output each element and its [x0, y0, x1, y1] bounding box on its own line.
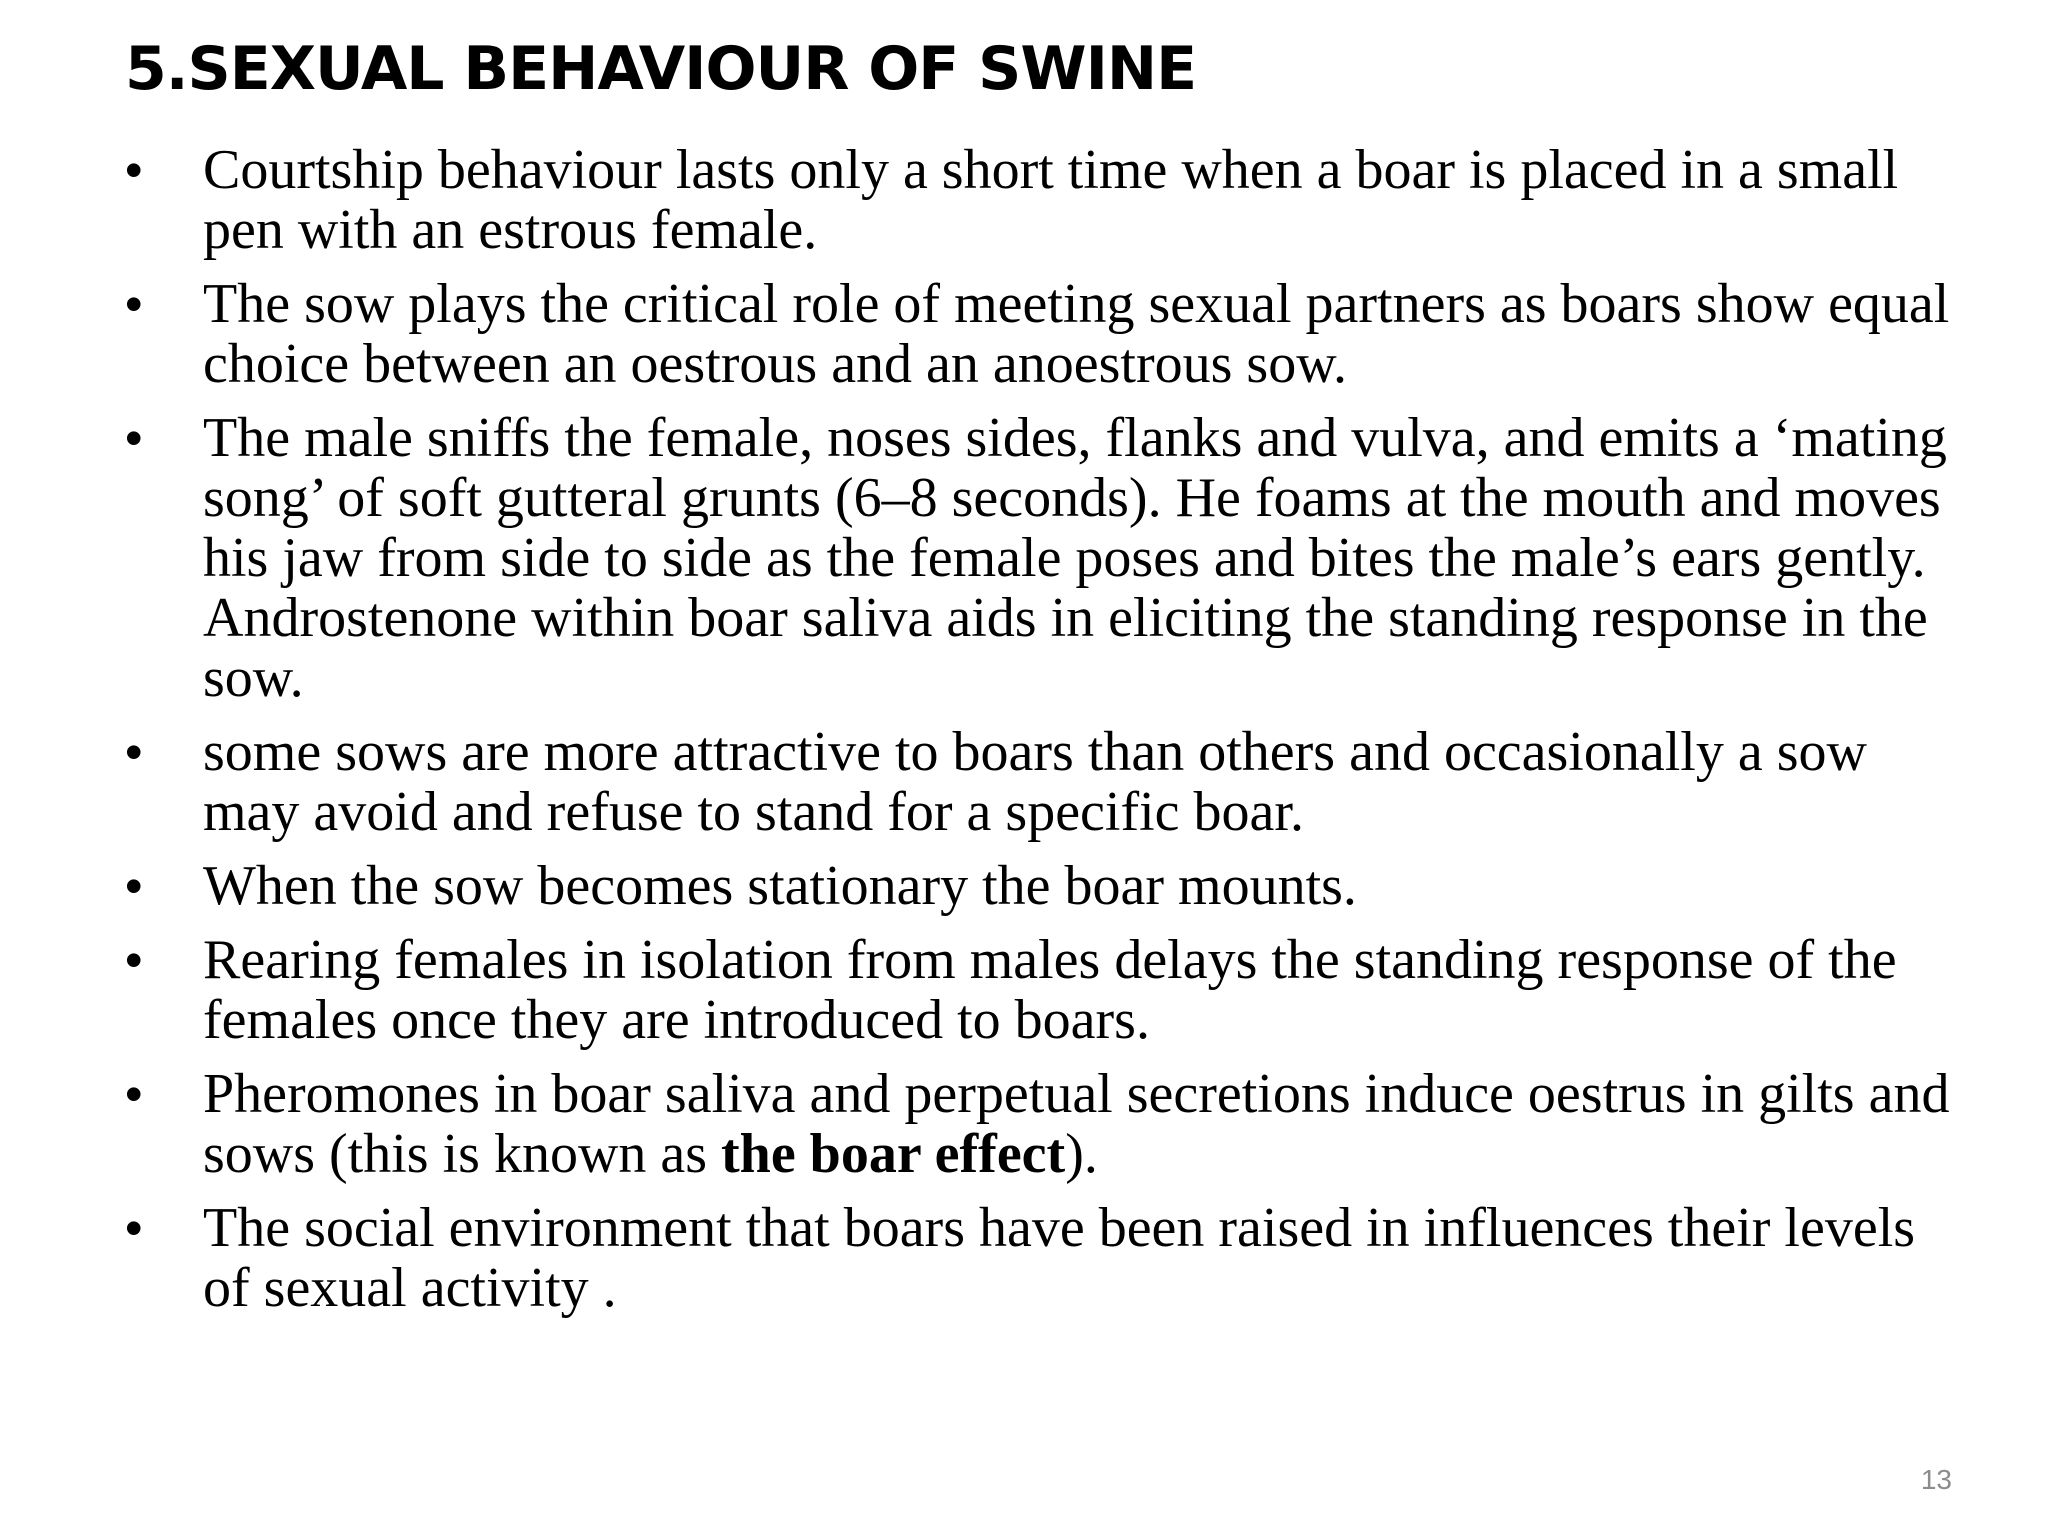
bullet-text: Rearing females in isolation from males delays the standing response of the females once they are introduced to boars. [203, 929, 1897, 1051]
bullet-icon: • [125, 858, 143, 914]
bullet-text: The sow plays the critical role of meeting sexual partners as boars show equal choice between an oestrous and an anoestrous sow. [203, 273, 1950, 395]
list-item [125, 722, 1965, 842]
bullet-text: The social environment that boars have been raised in influences their levels of sexual activity . [203, 1197, 1916, 1319]
list-item [125, 140, 1965, 260]
bullet-icon: • [125, 1200, 143, 1256]
bullet-icon: • [125, 1066, 143, 1122]
bullet-text [203, 1063, 1949, 1185]
bold-term: the boar effect [721, 1123, 1066, 1185]
bullet-icon: • [125, 724, 143, 780]
bullet-icon: • [125, 142, 143, 198]
bullet-icon: • [125, 410, 143, 466]
list-item [125, 1064, 1965, 1184]
bullet-icon: • [125, 932, 143, 988]
bullet-text: some sows are more attractive to boars than others and occasionally a sow may avoid and refuse to stand for a specific boar. [203, 721, 1867, 843]
slide-title: 5.SEXUAL BEHAVIOUR OF SWINE [125, 34, 1197, 104]
list-item [125, 408, 1965, 708]
bullet-text: When the sow becomes stationary the boar mounts. [203, 855, 1357, 917]
list-item [125, 930, 1965, 1050]
bullet-text-part: ). [1065, 1123, 1098, 1185]
list-item [125, 274, 1965, 394]
bullet-text-part: Pheromones in boar saliva and perpetual secretions induce oestrus in gilts and sows (this is known as [203, 1063, 1950, 1185]
bullet-list [125, 140, 1965, 1332]
list-item [125, 856, 1965, 916]
bullet-icon: • [125, 276, 143, 332]
page-number: 13 [1920, 1464, 1952, 1495]
bullet-text: The male sniffs the female, noses sides, flanks and vulva, and emits a ‘mating song’ of soft gutteral grunts (6–8 seconds). He foams at the mouth and moves his jaw from side to side as the female poses and bites the male’s ears gently. Androstenone within boar saliva aids in eliciting the standing response in the sow. [203, 407, 1947, 709]
bullet-text: Courtship behaviour lasts only a short time when a boar is placed in a small pen with an estrous female. [203, 139, 1899, 261]
list-item [125, 1198, 1965, 1318]
